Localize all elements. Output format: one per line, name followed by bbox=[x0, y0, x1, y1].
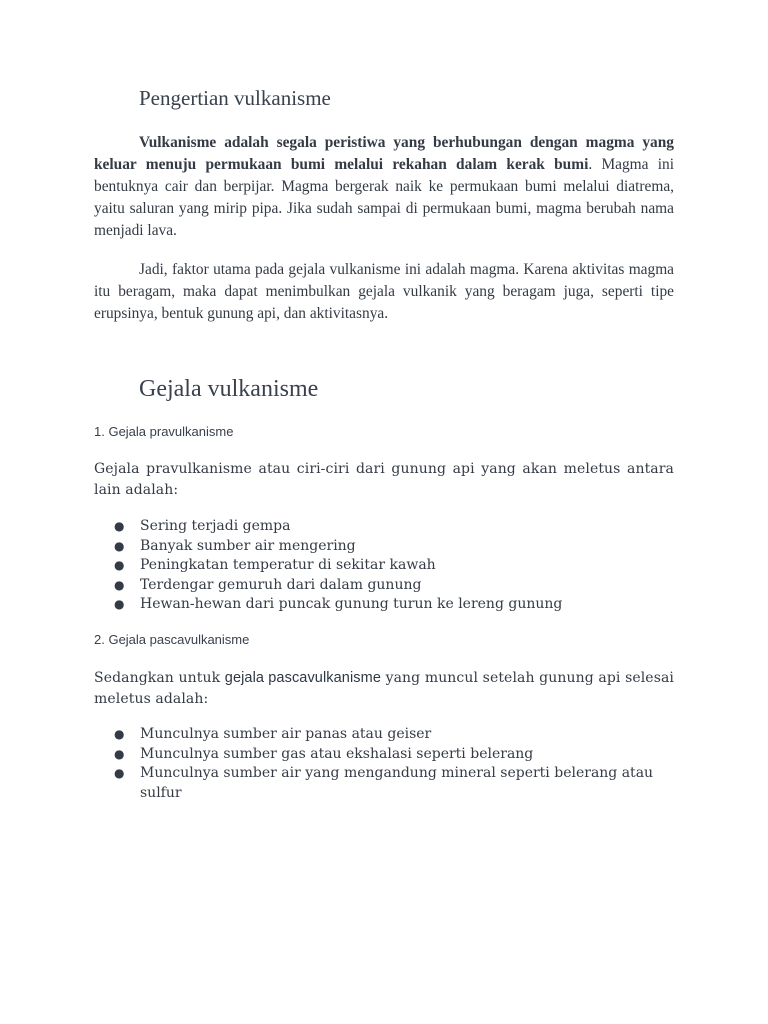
bullet-icon: ● bbox=[114, 766, 125, 780]
bullet-icon: ● bbox=[114, 519, 125, 533]
list-item-text: Terdengar gemuruh dari dalam gunung bbox=[140, 576, 422, 593]
list-item bbox=[94, 595, 674, 615]
definition-bold-text: Vulkanisme adalah segala peristiwa yang berhubungan dengan magma yang keluar menuju permukaan bumi melalui rekahan dalam kerak bumi bbox=[94, 134, 674, 173]
intro-text-start: Sedangkan untuk bbox=[94, 670, 225, 686]
list-item bbox=[94, 764, 674, 803]
list-item-text: Peningkatan temperatur di sekitar kawah bbox=[140, 557, 436, 573]
list-item bbox=[94, 576, 674, 596]
list-item-text: Hewan-hewan dari puncak gunung turun ke lereng gunung bbox=[140, 596, 563, 612]
paragraph-magma-factor bbox=[94, 259, 674, 325]
heading-gejala-vulkanisme: Gejala vulkanisme bbox=[139, 376, 319, 402]
list-item bbox=[94, 556, 674, 576]
list-pascavulkanisme bbox=[94, 725, 674, 803]
magma-factor-text: Jadi, faktor utama pada gejala vulkanisme ini adalah magma. Karena aktivitas magma itu beragam, maka dapat menimbulkan gejala vulkanik yang beragam juga, seperti tipe erupsinya, bentuk gunung api, dan aktivitasnya. bbox=[94, 261, 674, 322]
term-gejala-pascavulkanisme: gejala pascavulkanisme bbox=[224, 670, 381, 686]
heading-pengertian-vulkanisme: Pengertian vulkanisme bbox=[139, 86, 331, 110]
list-item bbox=[94, 745, 674, 765]
bullet-icon: ● bbox=[114, 727, 125, 741]
list-item bbox=[94, 517, 674, 537]
paragraph-definition bbox=[94, 132, 674, 242]
list-item-text: Banyak sumber air mengering bbox=[140, 537, 356, 554]
list-item-text: Munculnya sumber air yang mengandung mineral seperti belerang atau sulfur bbox=[140, 765, 654, 801]
text-pascavulkanisme-intro bbox=[94, 668, 674, 710]
list-item-text: Munculnya sumber gas atau ekshalasi seperti belerang bbox=[140, 745, 534, 762]
list-pravulkanisme bbox=[94, 517, 674, 615]
bullet-icon: ● bbox=[114, 746, 125, 761]
subheading-pravulkanisme: 1. Gejala pravulkanisme bbox=[94, 424, 234, 439]
bullet-icon: ● bbox=[114, 558, 125, 572]
definition-rest-text: . Magma ini bentuknya cair dan berpijar. Magma bergerak naik ke permukaan bumi melalui diatrema, yaitu saluran yang mirip pipa. Jika sudah sampai di permukaan bumi, magma berubah nama menjadi lava. bbox=[94, 156, 674, 239]
list-item bbox=[94, 725, 674, 745]
bullet-icon: ● bbox=[114, 538, 125, 553]
subheading-pascavulkanisme: 2. Gejala pascavulkanisme bbox=[94, 632, 250, 647]
list-item-text: Sering terjadi gempa bbox=[140, 518, 291, 534]
list-item bbox=[94, 537, 674, 557]
intro-text-end: yang muncul setelah gunung api selesai meletus adalah: bbox=[94, 670, 675, 707]
bullet-icon: ● bbox=[114, 577, 125, 592]
list-item-text: Munculnya sumber air panas atau geiser bbox=[140, 726, 432, 742]
text-pravulkanisme-intro: Gejala pravulkanisme atau ciri-ciri dari gunung api yang akan meletus antara lain adalah: bbox=[94, 461, 674, 498]
bullet-icon: ● bbox=[114, 597, 125, 611]
